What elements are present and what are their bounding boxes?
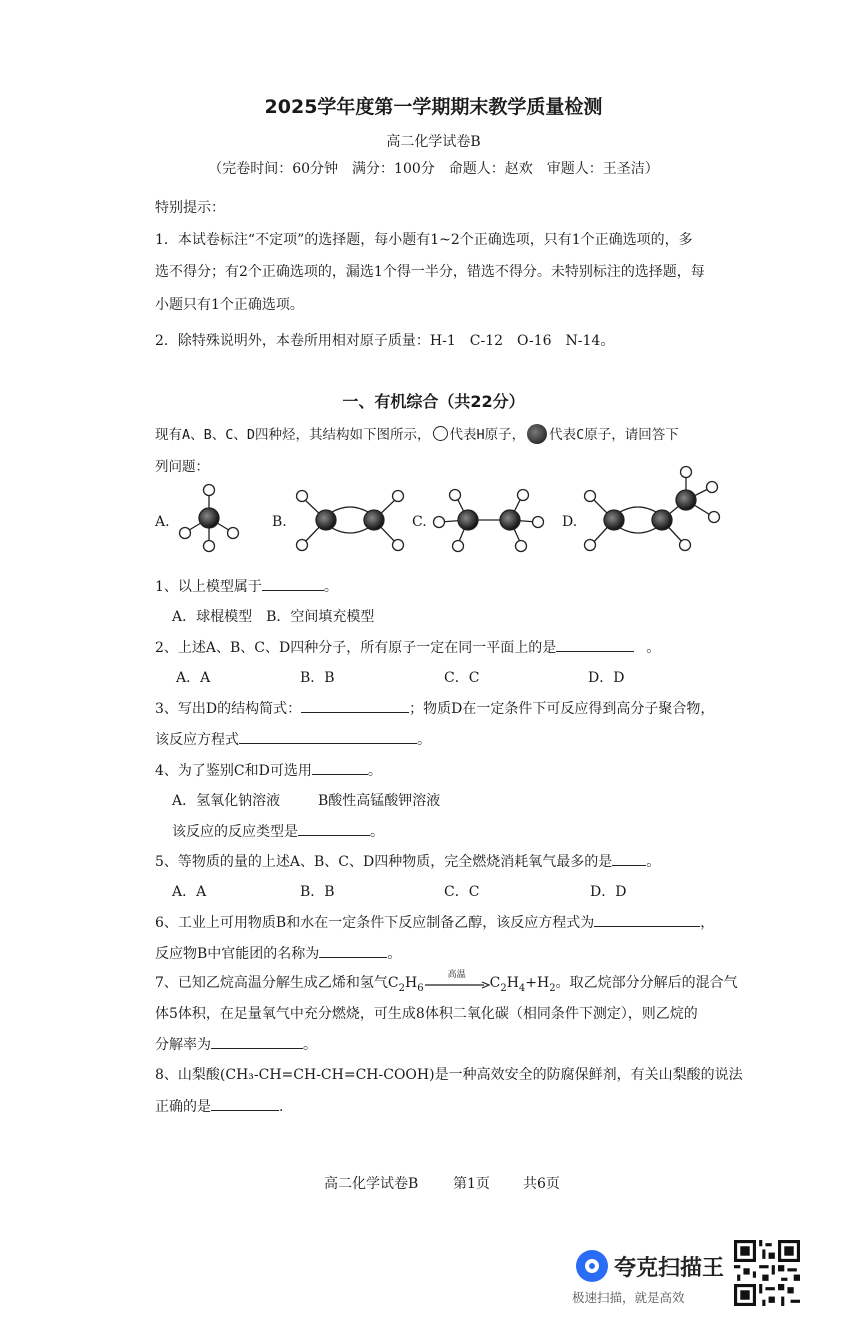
- question-5: 5、等物质的量的上述A、B、C、D四种物质，完全燃烧消耗氧气最多的是 。: [155, 851, 660, 871]
- option-d: D．D: [590, 884, 627, 900]
- answer-blank[interactable]: [612, 851, 646, 866]
- answer-blank[interactable]: [301, 698, 409, 713]
- note-1-line-2: 选不得分；有2个正确选项的，漏选1个得一半分，错选不得分。未特别标注的选择题，每: [155, 264, 705, 280]
- section-intro-line-2: 列问题：: [155, 459, 209, 475]
- answer-blank[interactable]: [298, 821, 370, 836]
- question-2: 2、上述A、B、C、D四种分子，所有原子一定在同一平面上的是 。: [155, 637, 660, 657]
- question-3-line-2: 该反应方程式 。: [155, 729, 431, 749]
- option-c: C．C: [444, 670, 480, 686]
- option-d: D．D: [588, 670, 625, 686]
- hydrogen-atom-icon: [433, 426, 448, 441]
- option-a: A．A: [172, 884, 207, 900]
- scanner-slogan: 极速扫描，就是高效: [572, 1290, 685, 1305]
- model-d-propylene: [585, 467, 720, 551]
- model-label-c: C.: [412, 514, 427, 530]
- page-subtitle: 高二化学试卷B: [386, 134, 481, 150]
- option-a: A．A: [176, 670, 211, 686]
- answer-blank[interactable]: [556, 637, 634, 652]
- model-label-d: D.: [562, 514, 578, 530]
- exam-info: （完卷时间：60分钟 满分：100分 命题人：赵欢 审题人：王圣洁）: [208, 161, 659, 177]
- carbon-atom-icon: [527, 424, 547, 444]
- question-6-line-2: 反应物B中官能团的名称为 。: [155, 943, 401, 963]
- question-8-line-2: 正确的是 .: [155, 1096, 283, 1116]
- footer-page-total: 共6页: [523, 1176, 560, 1192]
- option-b: B．B: [300, 670, 335, 686]
- option-c: C．C: [444, 884, 480, 900]
- footer-page-number: 第1页: [453, 1176, 490, 1192]
- section-title: 一、有机综合（共22分）: [342, 392, 525, 411]
- model-c-ethane: [434, 490, 544, 552]
- question-6-line-1: 6、工业上可用物质B和水在一定条件下反应制备乙醇，该反应方程式为 ，: [155, 912, 714, 932]
- answer-blank[interactable]: [211, 1096, 279, 1111]
- question-1-options: A．球棍模型 B．空间填充模型: [172, 609, 375, 625]
- answer-blank[interactable]: [239, 729, 417, 744]
- model-b-ethylene: [297, 491, 404, 551]
- note-2: 2．除特殊说明外，本卷所用相对原子质量：H-1 C-12 O-16 N-14。: [155, 333, 615, 349]
- notes-heading: 特别提示：: [155, 200, 225, 216]
- question-1: 1、以上模型属于 。: [155, 576, 338, 596]
- molecule-models: [0, 460, 867, 560]
- qr-code-icon: [734, 1240, 800, 1306]
- option-b: B．B: [300, 884, 335, 900]
- answer-blank[interactable]: [262, 576, 324, 591]
- question-4-option-b: B酸性高锰酸钾溶液: [318, 793, 441, 809]
- scanner-logo-icon: [576, 1250, 608, 1282]
- section-intro-line-1: 现有A、B、C、D四种烃，其结构如下图所示， 代表H原子， 代表C原子，请回答下: [155, 423, 679, 444]
- question-7-line-3: 分解率为 。: [155, 1034, 317, 1054]
- question-8-line-1: 8、山梨酸(CH₃-CH=CH-CH=CH-COOH)是一种高效安全的防腐保鲜剂，有关山梨酸的说法: [155, 1067, 743, 1083]
- note-1-line-3: 小题只有1个正确选项。: [155, 297, 304, 313]
- question-4: 4、为了鉴别C和D可选用 。: [155, 760, 382, 780]
- page-title: 2025学年度第一学期期末教学质量检测: [264, 96, 603, 118]
- note-1-line-1: 1．本试卷标注“不定项”的选择题，每小题有1~2个正确选项，只有1个正确选项的，多: [155, 232, 693, 248]
- model-label-a: A.: [155, 514, 170, 530]
- footer-paper-name: 高二化学试卷B: [324, 1176, 419, 1192]
- scanner-watermark: [572, 1250, 726, 1310]
- question-4-option-a: A．氢氧化钠溶液: [172, 793, 281, 809]
- question-7-line-2: 体5体积，在足量氧气中充分燃烧，可生成8体积二氧化碳（相同条件下测定），则乙烷的: [155, 1006, 698, 1022]
- model-a-methane: [180, 485, 239, 552]
- model-label-b: B.: [272, 514, 287, 530]
- scanner-brand: 夸克扫描王: [614, 1256, 725, 1281]
- question-7-line-1: 7、已知乙烷高温分解生成乙烯和氢气$C_2H_6$ 高温 $C_2H_4+H_2$。取乙烷部分分解后的混合气: [155, 970, 738, 994]
- answer-blank[interactable]: [211, 1034, 303, 1049]
- question-3-line-1: 3、写出D的结构简式： ；物质D在一定条件下可反应得到高分子聚合物，: [155, 698, 714, 718]
- question-4-reaction-type: 该反应的反应类型是 。: [172, 821, 384, 841]
- answer-blank[interactable]: [594, 912, 700, 927]
- reaction-arrow: 高温: [424, 976, 490, 990]
- answer-blank[interactable]: [312, 760, 368, 775]
- answer-blank[interactable]: [319, 943, 387, 958]
